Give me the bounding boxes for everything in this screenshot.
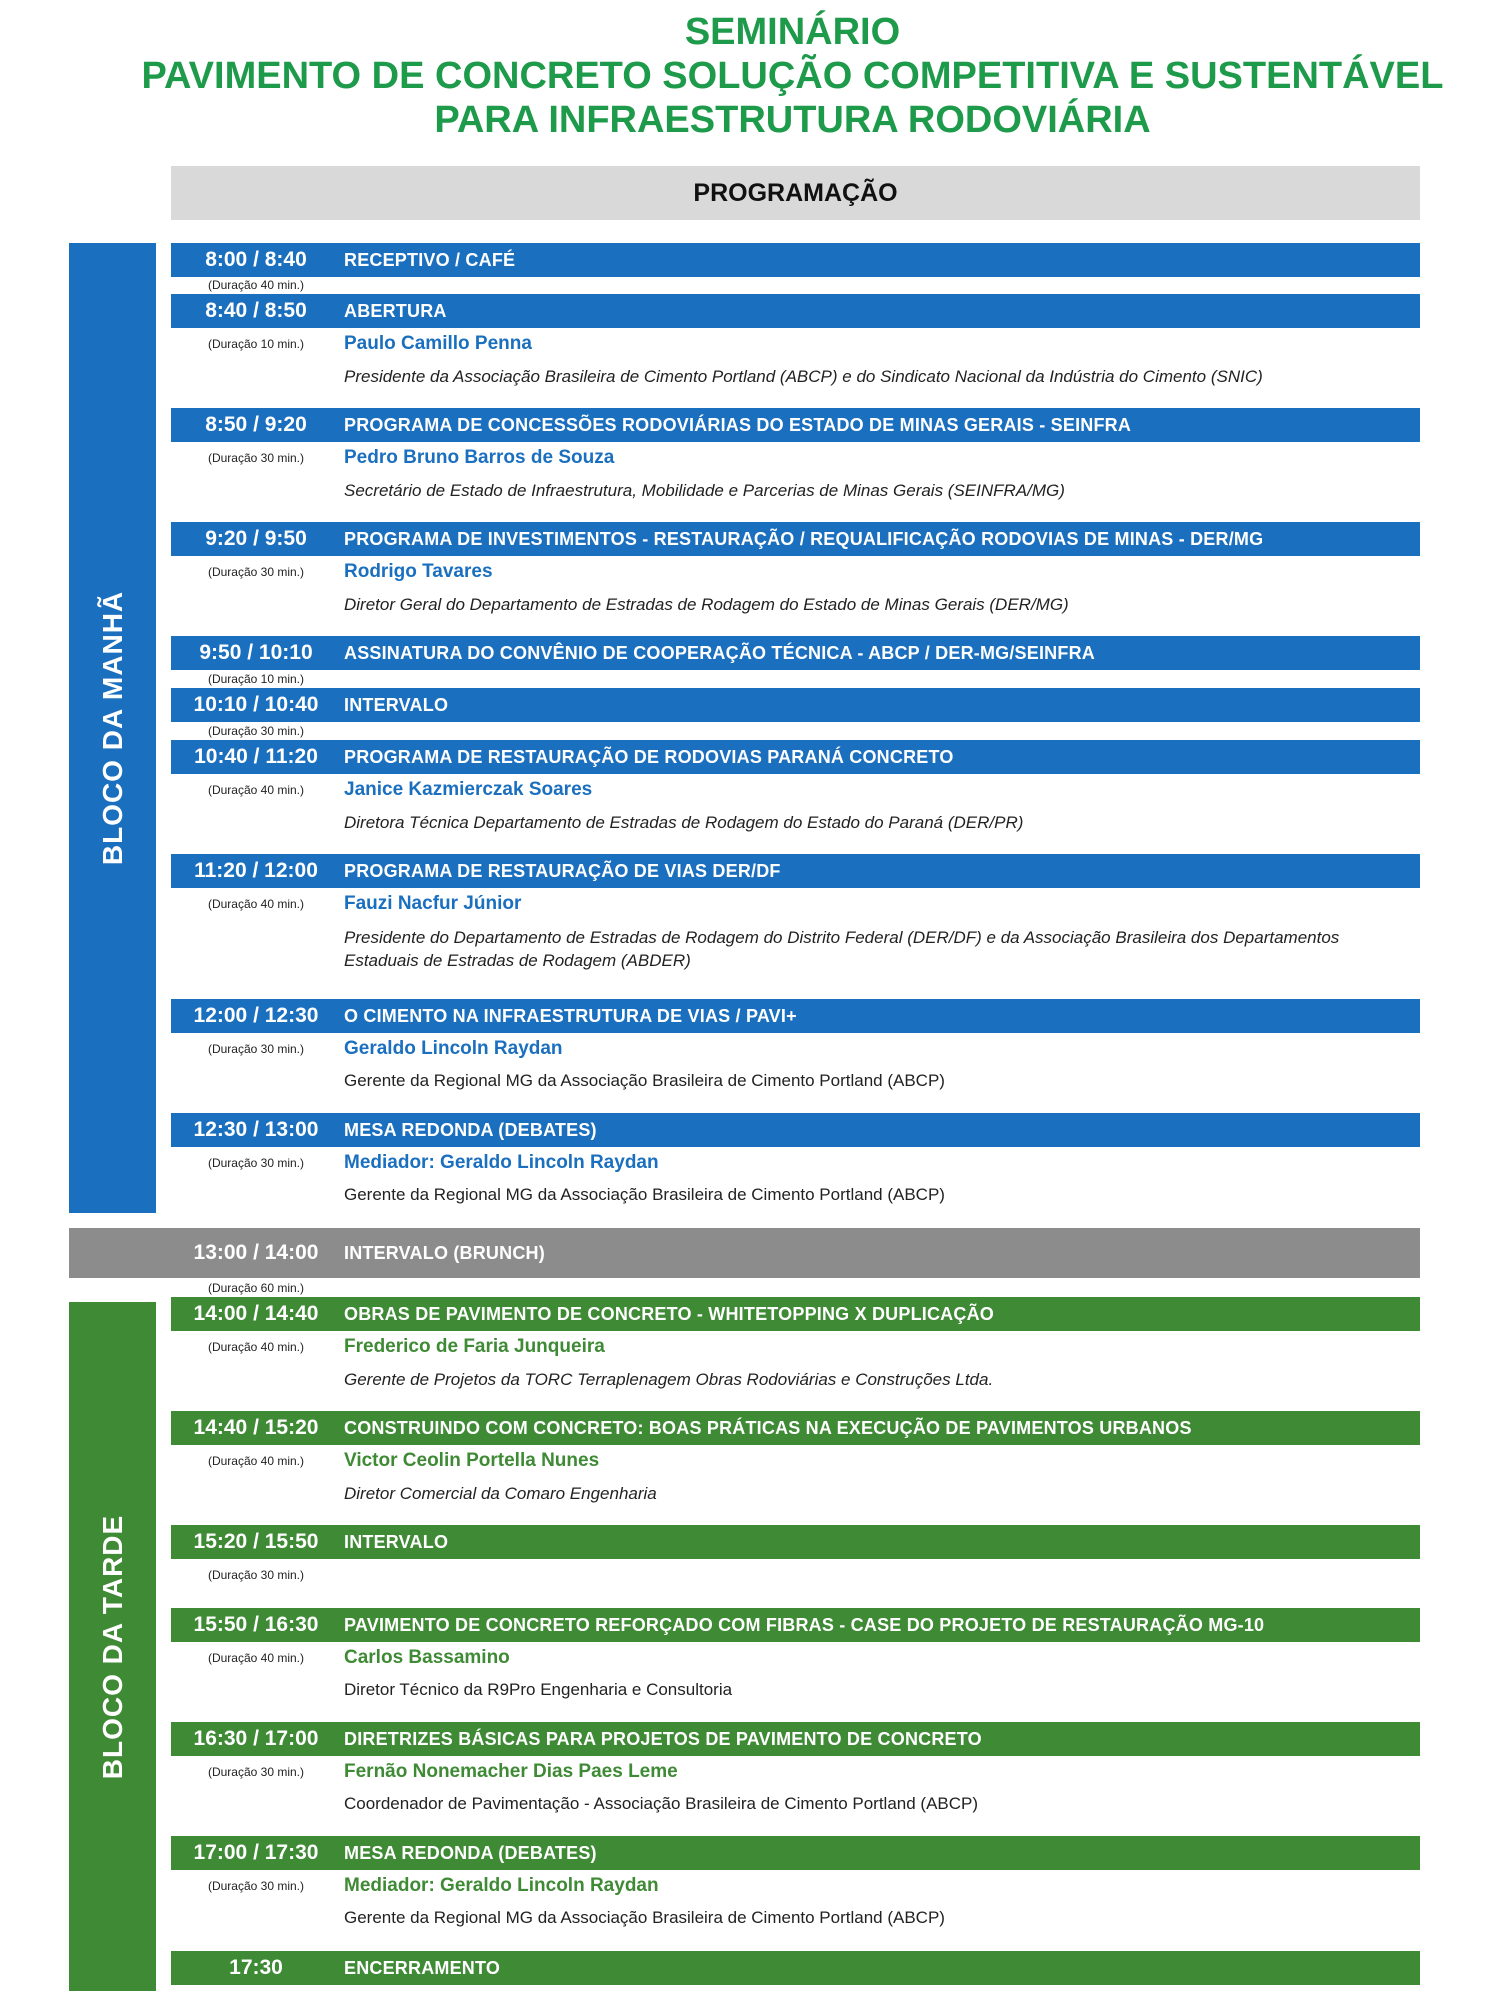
session-duration: (Duração 40 min.) — [207, 1651, 305, 1665]
session-speaker-role: Diretora Técnica Departamento de Estradas de Rodagem do Estado do Paraná (DER/PR) — [344, 813, 1024, 832]
session-duration: (Duração 30 min.) — [207, 565, 305, 579]
session-speaker: Janice Kazmierczak Soares — [344, 779, 593, 800]
session-time: 9:20 / 9:50 — [205, 527, 307, 550]
session-duration: (Duração 30 min.) — [207, 451, 305, 465]
morning-block-label: BLOCO DA MANHÃ — [96, 590, 128, 866]
session-speaker: Pedro Bruno Barros de Souza — [344, 447, 615, 468]
session-time: 17:30 — [229, 1956, 283, 1979]
session-speaker: Mediador: Geraldo Lincoln Raydan — [344, 1152, 659, 1173]
session-duration: (Duração 30 min.) — [207, 724, 305, 738]
session-header — [171, 1297, 1420, 1331]
session-topic: MESA REDONDA (DEBATES) — [344, 1843, 597, 1863]
session-duration: (Duração 30 min.) — [207, 1765, 305, 1779]
session-duration: (Duração 30 min.) — [207, 1879, 305, 1893]
session-topic: MESA REDONDA (DEBATES) — [344, 1120, 597, 1140]
session-duration: (Duração 30 min.) — [207, 1156, 305, 1170]
session-speaker: Rodrigo Tavares — [344, 561, 493, 582]
session-header — [171, 1411, 1420, 1445]
session-time: 8:00 / 8:40 — [205, 248, 307, 271]
session-speaker-role: Gerente da Regional MG da Associação Brasileira de Cimento Portland (ABCP) — [344, 1185, 945, 1204]
session-speaker-role: Diretor Geral do Departamento de Estradas de Rodagem do Estado de Minas Gerais (DER/MG) — [344, 595, 1069, 614]
seminar-title-line-2: PARA INFRAESTRUTURA RODOVIÁRIA — [434, 99, 1151, 141]
session-time: 15:50 / 16:30 — [193, 1613, 319, 1636]
session-time: 9:50 / 10:10 — [199, 641, 313, 664]
session-duration: (Duração 40 min.) — [207, 278, 305, 292]
session-speaker: Fernão Nonemacher Dias Paes Leme — [344, 1761, 678, 1782]
session-duration: (Duração 60 min.) — [207, 1281, 305, 1295]
session-header — [171, 294, 1420, 328]
session-header — [171, 1525, 1420, 1559]
session-header — [171, 1608, 1420, 1642]
session-topic: PROGRAMA DE RESTAURAÇÃO DE VIAS DER/DF — [344, 861, 781, 881]
session-speaker-role: Gerente de Projetos da TORC Terraplenagem Obras Rodoviárias e Construções Ltda. — [344, 1370, 994, 1389]
session-speaker-role: Presidente da Associação Brasileira de Cimento Portland (ABCP) e do Sindicato Nacional da Indústria do Cimento (SNIC) — [344, 367, 1263, 386]
session-topic: PROGRAMA DE INVESTIMENTOS - RESTAURAÇÃO / REQUALIFICAÇÃO RODOVIAS DE MINAS - DER/MG — [344, 529, 1264, 549]
session-time: 8:50 / 9:20 — [205, 413, 307, 436]
session-time: 14:40 / 15:20 — [193, 1416, 319, 1439]
session-topic: CONSTRUINDO COM CONCRETO: BOAS PRÁTICAS NA EXECUÇÃO DE PAVIMENTOS URBANOS — [344, 1418, 1192, 1438]
session-header — [171, 1722, 1420, 1756]
program-banner: PROGRAMAÇÃO — [171, 166, 1420, 220]
session-speaker: Paulo Camillo Penna — [344, 333, 532, 354]
session-speaker: Fauzi Nacfur Júnior — [344, 893, 522, 914]
session-time: 12:30 / 13:00 — [193, 1118, 319, 1141]
seminar-title-line-1: PAVIMENTO DE CONCRETO SOLUÇÃO COMPETITIVA E SUSTENTÁVEL — [141, 55, 1444, 97]
session-duration: (Duração 40 min.) — [207, 1454, 305, 1468]
session-speaker-role: Gerente da Regional MG da Associação Brasileira de Cimento Portland (ABCP) — [344, 1908, 945, 1927]
session-time: 14:00 / 14:40 — [193, 1302, 319, 1325]
session-header — [171, 999, 1420, 1033]
afternoon-block-sidebar — [69, 1302, 156, 1991]
session-duration: (Duração 40 min.) — [207, 897, 305, 911]
session-speaker-role: Coordenador de Pavimentação - Associação Brasileira de Cimento Portland (ABCP) — [344, 1794, 979, 1813]
session-header — [171, 522, 1420, 556]
session-duration: (Duração 40 min.) — [207, 1340, 305, 1354]
session-topic: RECEPTIVO / CAFÉ — [344, 250, 516, 270]
session-topic: ABERTURA — [344, 301, 447, 321]
session-header — [171, 740, 1420, 774]
session-header — [171, 854, 1420, 888]
session-speaker-role: Presidente do Departamento de Estradas de Rodagem do Distrito Federal (DER/DF) e da Associação Brasileira dos Departamentos Estaduais de Estradas de Rodagem (ABDER) — [344, 928, 1340, 970]
session-time: 10:10 / 10:40 — [193, 693, 319, 716]
session-time: 16:30 / 17:00 — [193, 1727, 319, 1750]
session-header — [171, 636, 1420, 670]
session-duration: (Duração 30 min.) — [207, 1042, 305, 1056]
session-topic: PAVIMENTO DE CONCRETO REFORÇADO COM FIBRAS - CASE DO PROJETO DE RESTAURAÇÃO MG-10 — [344, 1615, 1265, 1635]
session-speaker-role: Diretor Técnico da R9Pro Engenharia e Consultoria — [344, 1680, 733, 1699]
session-header — [171, 1113, 1420, 1147]
session-header — [171, 408, 1420, 442]
session-time: 8:40 / 8:50 — [205, 299, 307, 322]
session-speaker: Carlos Bassamino — [344, 1647, 510, 1668]
session-header — [171, 688, 1420, 722]
session-topic: OBRAS DE PAVIMENTO DE CONCRETO - WHITETOPPING X DUPLICAÇÃO — [344, 1304, 994, 1324]
session-duration: (Duração 10 min.) — [207, 672, 305, 686]
session-time: 12:00 / 12:30 — [193, 1004, 319, 1027]
session-speaker-role: Diretor Comercial da Comaro Engenharia — [344, 1484, 657, 1503]
session-time: 17:00 / 17:30 — [193, 1841, 319, 1864]
session-topic: DIRETRIZES BÁSICAS PARA PROJETOS DE PAVIMENTO DE CONCRETO — [344, 1729, 982, 1749]
session-time: 11:20 / 12:00 — [194, 859, 318, 882]
morning-block-sidebar — [69, 243, 156, 1213]
session-time: 13:00 / 14:00 — [193, 1241, 319, 1264]
session-time: 10:40 / 11:20 — [194, 745, 318, 768]
session-topic: ENCERRAMENTO — [344, 1958, 501, 1978]
session-speaker: Victor Ceolin Portella Nunes — [344, 1450, 600, 1471]
afternoon-block-label: BLOCO DA TARDE — [96, 1514, 128, 1779]
session-speaker-role: Secretário de Estado de Infraestrutura, Mobilidade e Parcerias de Minas Gerais (SEINFRA/MG) — [344, 481, 1065, 500]
session-duration: (Duração 10 min.) — [207, 337, 305, 351]
session-header — [171, 1836, 1420, 1870]
session-header — [69, 1228, 1420, 1278]
session-topic: ASSINATURA DO CONVÊNIO DE COOPERAÇÃO TÉCNICA - ABCP / DER-MG/SEINFRA — [344, 643, 1095, 663]
session-duration: (Duração 30 min.) — [207, 1568, 305, 1582]
session-speaker: Geraldo Lincoln Raydan — [344, 1038, 563, 1059]
session-header — [171, 1951, 1420, 1985]
session-topic: PROGRAMA DE RESTAURAÇÃO DE RODOVIAS PARANÁ CONCRETO — [344, 747, 954, 767]
session-topic: O CIMENTO NA INFRAESTRUTURA DE VIAS / PAVI+ — [344, 1006, 797, 1026]
session-topic: INTERVALO — [344, 695, 449, 715]
session-header — [171, 243, 1420, 277]
session-duration: (Duração 40 min.) — [207, 783, 305, 797]
session-time: 15:20 / 15:50 — [193, 1530, 319, 1553]
session-speaker: Frederico de Faria Junqueira — [344, 1336, 605, 1357]
session-topic: PROGRAMA DE CONCESSÕES RODOVIÁRIAS DO ESTADO DE MINAS GERAIS - SEINFRA — [344, 415, 1132, 435]
session-speaker: Mediador: Geraldo Lincoln Raydan — [344, 1875, 659, 1896]
session-topic: INTERVALO — [344, 1532, 449, 1552]
session-speaker-role: Gerente da Regional MG da Associação Brasileira de Cimento Portland (ABCP) — [344, 1071, 945, 1090]
session-topic: INTERVALO (BRUNCH) — [344, 1243, 545, 1263]
seminar-label: SEMINÁRIO — [684, 11, 901, 53]
